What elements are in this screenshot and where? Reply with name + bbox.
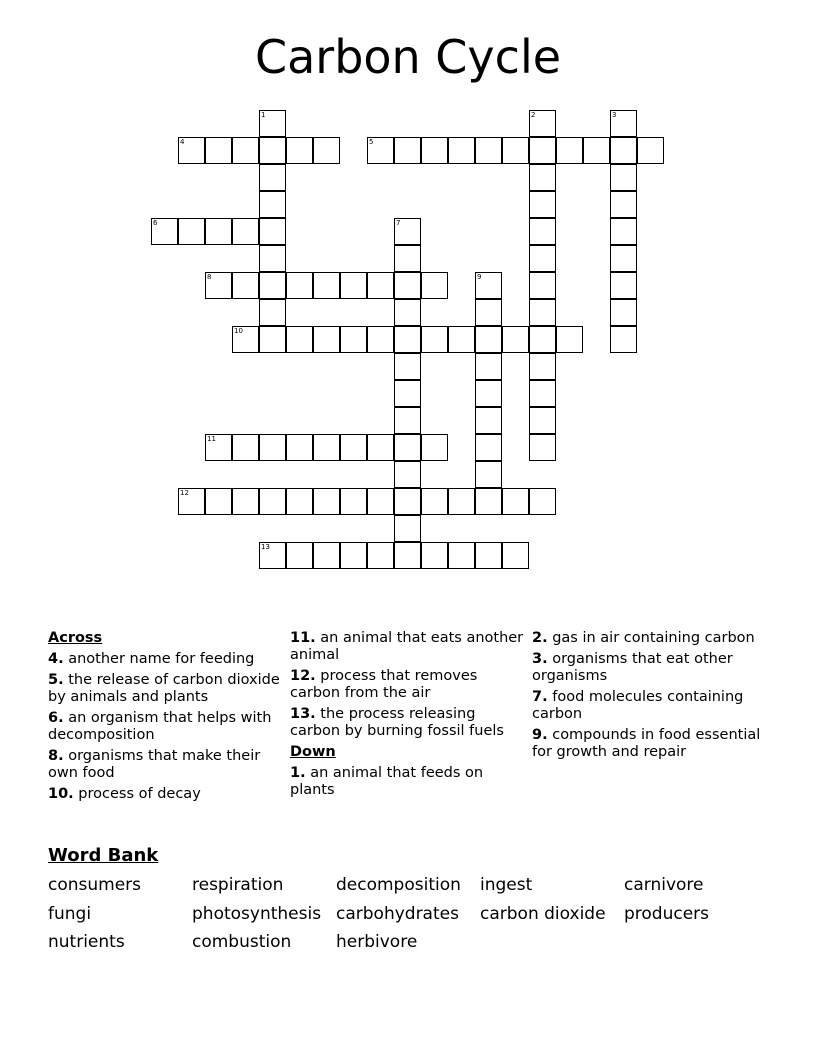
crossword-cell[interactable]: [367, 542, 394, 569]
crossword-cell[interactable]: [394, 299, 421, 326]
clue-number-label: 9: [477, 273, 482, 281]
crossword-cell[interactable]: [475, 434, 502, 461]
word-bank-title: Word Bank: [48, 845, 159, 866]
crossword-cell[interactable]: [367, 272, 394, 299]
clue-item: [290, 668, 526, 702]
crossword-cell[interactable]: [259, 137, 286, 164]
clue-number-label: 5: [369, 138, 374, 146]
word-bank-item: respiration: [192, 875, 284, 895]
clue-number-label: 11: [207, 435, 216, 443]
word-bank-item: carnivore: [624, 875, 704, 895]
clue-number-label: 12: [180, 489, 189, 497]
crossword-cell[interactable]: [394, 515, 421, 542]
crossword-cell[interactable]: [529, 164, 556, 191]
crossword-cell[interactable]: [394, 488, 421, 515]
crossword-cell[interactable]: [475, 461, 502, 488]
word-bank-item: decomposition: [336, 875, 461, 895]
clue-number: 9.: [532, 727, 548, 743]
clue-item: [290, 630, 526, 664]
crossword-cell[interactable]: [556, 326, 583, 353]
clue-text: process that removes carbon from the air: [290, 668, 478, 701]
clue-text: organisms that make their own food: [48, 748, 261, 781]
crossword-cell[interactable]: [259, 110, 286, 137]
clue-text: compounds in food essential for growth and repair: [532, 727, 761, 760]
crossword-cell[interactable]: [394, 245, 421, 272]
crossword-cell[interactable]: [394, 326, 421, 353]
clue-item: [290, 706, 526, 740]
crossword-cell[interactable]: [475, 326, 502, 353]
clue-number-label: 1: [261, 111, 266, 119]
down-heading: Down: [290, 744, 336, 760]
clue-number: 5.: [48, 672, 64, 688]
crossword-cell[interactable]: [394, 218, 421, 245]
clue-number: 12.: [290, 668, 316, 684]
crossword-cell[interactable]: [475, 542, 502, 569]
across-heading: Across: [48, 630, 103, 646]
crossword-cell[interactable]: [205, 137, 232, 164]
clue-number: 10.: [48, 786, 74, 802]
crossword-cell[interactable]: [232, 488, 259, 515]
crossword-cell[interactable]: [313, 326, 340, 353]
crossword-cell[interactable]: [178, 218, 205, 245]
crossword-cell[interactable]: [367, 488, 394, 515]
crossword-cell[interactable]: [205, 488, 232, 515]
crossword-cell[interactable]: [502, 137, 529, 164]
crossword-cell[interactable]: [529, 353, 556, 380]
crossword-cell[interactable]: [232, 272, 259, 299]
crossword-cell[interactable]: [502, 542, 529, 569]
word-bank-item: photosynthesis: [192, 903, 322, 924]
clue-text: an animal that feeds on plants: [290, 765, 484, 798]
word-bank-item: fungi: [48, 903, 92, 924]
crossword-cell[interactable]: [529, 218, 556, 245]
crossword-cell[interactable]: [232, 326, 259, 353]
crossword-cell[interactable]: [259, 164, 286, 191]
crossword-cell[interactable]: [394, 407, 421, 434]
crossword-cell[interactable]: [475, 407, 502, 434]
crossword-cell[interactable]: [259, 272, 286, 299]
crossword-cell[interactable]: [529, 407, 556, 434]
crossword-cell[interactable]: [448, 137, 475, 164]
crossword-cell[interactable]: [394, 542, 421, 569]
crossword-cell[interactable]: [286, 488, 313, 515]
crossword-cell[interactable]: [421, 488, 448, 515]
clue-number: 11.: [290, 630, 316, 646]
crossword-cell[interactable]: [637, 137, 664, 164]
crossword-cell[interactable]: [286, 542, 313, 569]
clue-number-label: 6: [153, 219, 158, 227]
crossword-cell[interactable]: [556, 137, 583, 164]
crossword-cell[interactable]: [529, 299, 556, 326]
crossword-cell[interactable]: [475, 137, 502, 164]
crossword-cell[interactable]: [367, 137, 394, 164]
crossword-cell[interactable]: [421, 542, 448, 569]
word-bank-item: consumers: [48, 875, 142, 895]
crossword-cell[interactable]: [178, 488, 205, 515]
clue-number: 2.: [532, 630, 548, 646]
clue-column-1: [48, 630, 284, 807]
crossword-cell[interactable]: [313, 137, 340, 164]
clue-item: [532, 630, 768, 647]
crossword-cell[interactable]: [394, 461, 421, 488]
crossword-cell[interactable]: [259, 245, 286, 272]
clue-number-label: 8: [207, 273, 212, 281]
crossword-cell[interactable]: [205, 434, 232, 461]
crossword-cell[interactable]: [610, 164, 637, 191]
crossword-cell[interactable]: [394, 434, 421, 461]
crossword-cell[interactable]: [259, 434, 286, 461]
crossword-cell[interactable]: [610, 245, 637, 272]
crossword-cell[interactable]: [232, 434, 259, 461]
clue-item: [48, 672, 284, 706]
word-bank-item: producers: [624, 903, 710, 924]
clue-number-label: 13: [261, 543, 270, 551]
clue-text: organisms that eat other organisms: [532, 651, 733, 684]
crossword-cell[interactable]: [151, 218, 178, 245]
crossword-cell[interactable]: [232, 218, 259, 245]
clue-item: [290, 765, 526, 799]
crossword-cell[interactable]: [529, 245, 556, 272]
crossword-cell[interactable]: [421, 434, 448, 461]
clue-item: [48, 786, 284, 803]
crossword-cell[interactable]: [448, 488, 475, 515]
crossword-cell[interactable]: [583, 137, 610, 164]
clue-text: an animal that eats another animal: [290, 630, 524, 663]
clue-number-label: 7: [396, 219, 401, 227]
word-bank-item: nutrients: [48, 932, 125, 952]
crossword-cell[interactable]: [286, 137, 313, 164]
crossword-cell[interactable]: [475, 299, 502, 326]
clue-text: process of decay: [73, 786, 201, 802]
crossword-cell[interactable]: [529, 191, 556, 218]
word-bank-item: ingest: [480, 875, 533, 895]
crossword-cell[interactable]: [340, 434, 367, 461]
crossword-cell[interactable]: [421, 326, 448, 353]
clue-number-label: 4: [180, 138, 185, 146]
page-title: Carbon Cycle: [254, 30, 562, 84]
crossword-cell[interactable]: [529, 110, 556, 137]
crossword-cell[interactable]: [259, 488, 286, 515]
crossword-cell[interactable]: [259, 218, 286, 245]
clue-column-2: [290, 630, 526, 803]
crossword-cell[interactable]: [394, 137, 421, 164]
word-bank-item: carbon dioxide: [480, 903, 606, 924]
crossword-cell[interactable]: [313, 542, 340, 569]
word-bank-item: combustion: [192, 932, 292, 952]
crossword-cell[interactable]: [286, 272, 313, 299]
crossword-cell[interactable]: [286, 434, 313, 461]
clue-text: gas in air containing carbon: [547, 630, 755, 646]
crossword-cell[interactable]: [286, 326, 313, 353]
crossword-cell[interactable]: [475, 353, 502, 380]
crossword-cell[interactable]: [340, 272, 367, 299]
crossword-cell[interactable]: [448, 542, 475, 569]
crossword-cell[interactable]: [205, 218, 232, 245]
clue-text: another name for feeding: [63, 651, 255, 667]
clue-item: [532, 651, 768, 685]
crossword-cell[interactable]: [610, 137, 637, 164]
clue-number-label: 10: [234, 327, 243, 335]
crossword-cell[interactable]: [259, 326, 286, 353]
crossword-cell[interactable]: [421, 272, 448, 299]
clue-item: [532, 689, 768, 723]
clue-number: 1.: [290, 765, 306, 781]
crossword-cell[interactable]: [394, 353, 421, 380]
crossword-cell[interactable]: [313, 272, 340, 299]
clue-text: the process releasing carbon by burning fossil fuels: [290, 706, 504, 739]
crossword-cell[interactable]: [259, 299, 286, 326]
clue-item: [48, 651, 284, 668]
crossword-cell[interactable]: [394, 380, 421, 407]
clue-number-label: 3: [612, 111, 617, 119]
crossword-cell[interactable]: [205, 272, 232, 299]
clue-text: the release of carbon dioxide by animals and plants: [48, 672, 280, 705]
clue-text: food molecules containing carbon: [532, 689, 744, 722]
crossword-cell[interactable]: [610, 299, 637, 326]
crossword-cell[interactable]: [610, 218, 637, 245]
clue-number: 7.: [532, 689, 548, 705]
crossword-cell[interactable]: [529, 326, 556, 353]
clue-item: [532, 727, 768, 761]
clue-number: 13.: [290, 706, 316, 722]
crossword-cell[interactable]: [610, 326, 637, 353]
clue-number-label: 2: [531, 111, 536, 119]
clue-text: an organism that helps with decomposition: [48, 710, 272, 743]
crossword-cell[interactable]: [529, 137, 556, 164]
crossword-cell[interactable]: [475, 488, 502, 515]
clue-item: [48, 748, 284, 782]
clue-number: 8.: [48, 748, 64, 764]
crossword-cell[interactable]: [529, 434, 556, 461]
crossword-cell[interactable]: [610, 110, 637, 137]
crossword-cell[interactable]: [475, 272, 502, 299]
crossword-cell[interactable]: [502, 488, 529, 515]
crossword-cell[interactable]: [340, 488, 367, 515]
clue-number: 3.: [532, 651, 548, 667]
crossword-cell[interactable]: [529, 488, 556, 515]
crossword-cell[interactable]: [421, 137, 448, 164]
crossword-cell[interactable]: [259, 542, 286, 569]
crossword-cell[interactable]: [448, 326, 475, 353]
crossword-cell[interactable]: [610, 191, 637, 218]
crossword-cell[interactable]: [367, 434, 394, 461]
crossword-cell[interactable]: [178, 137, 205, 164]
crossword-cell[interactable]: [502, 326, 529, 353]
clue-number: 4.: [48, 651, 64, 667]
crossword-cell[interactable]: [610, 272, 637, 299]
crossword-cell[interactable]: [529, 380, 556, 407]
crossword-cell[interactable]: [313, 434, 340, 461]
word-bank-item: herbivore: [336, 932, 418, 952]
clue-column-3: [532, 630, 768, 765]
word-bank-item: carbohydrates: [336, 903, 459, 924]
crossword-cell[interactable]: [529, 272, 556, 299]
crossword-cell[interactable]: [475, 380, 502, 407]
crossword-cell[interactable]: [313, 488, 340, 515]
crossword-cell[interactable]: [367, 326, 394, 353]
crossword-cell[interactable]: [232, 137, 259, 164]
crossword-cell[interactable]: [340, 542, 367, 569]
crossword-cell[interactable]: [394, 272, 421, 299]
clue-item: [48, 710, 284, 744]
clue-number: 6.: [48, 710, 64, 726]
crossword-cell[interactable]: [340, 326, 367, 353]
crossword-cell[interactable]: [259, 191, 286, 218]
